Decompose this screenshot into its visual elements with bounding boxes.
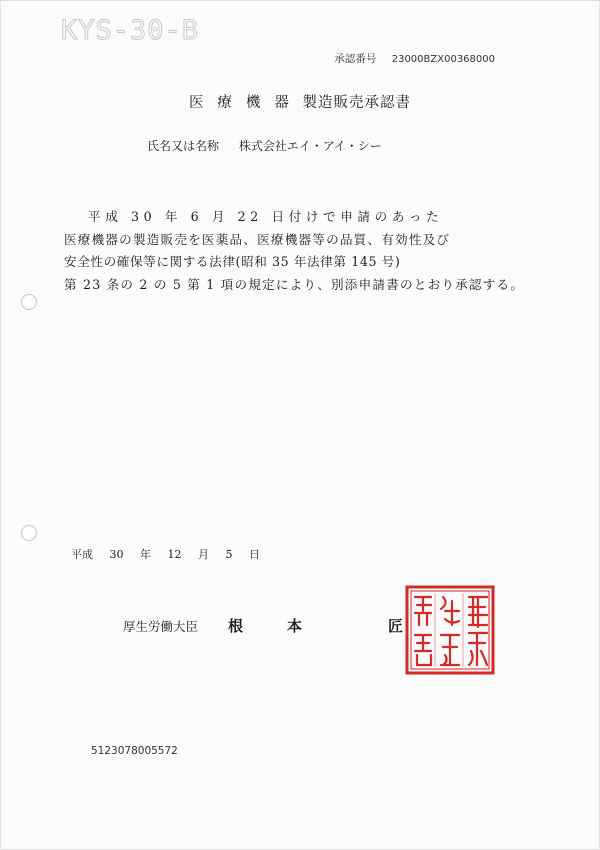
issue-date-era: 平成 xyxy=(71,548,93,561)
issue-date-day: 5 xyxy=(225,548,233,561)
issue-date-day-unit: 日 xyxy=(249,548,260,561)
approval-number xyxy=(334,51,495,66)
title-approval: 製造販売承認書 xyxy=(302,95,412,111)
body-line-3: 安全性の確保等に関する法律(昭和 35 年法律第 145 号) xyxy=(64,254,401,269)
body-line-4: 第 23 条の 2 の 5 第 1 項の規定により、別添申請書のとおり承認する。 xyxy=(64,276,525,292)
approval-number-label: 承認番号 xyxy=(334,53,377,65)
perforated-stamp-code: KYS-30-B xyxy=(61,15,200,46)
official-seal-icon xyxy=(405,585,495,675)
body-line-1: 平成 30 年 6 月 22 日付けで申請のあった xyxy=(88,209,444,224)
issue-date xyxy=(71,546,270,562)
approval-body-text xyxy=(64,206,524,296)
serial-number: 5123078005572 xyxy=(91,745,178,757)
issue-date-year-unit: 年 xyxy=(140,548,151,561)
minister-name-given: 匠 xyxy=(388,617,404,635)
minister-signature-line xyxy=(123,615,403,636)
title-device-type: 医療機器 xyxy=(188,95,303,111)
minister-name: 根本 xyxy=(228,617,347,635)
approval-number-value: 23000BZX00368000 xyxy=(391,54,495,65)
issue-date-year: 30 xyxy=(109,548,124,561)
issue-date-month: 12 xyxy=(167,548,182,561)
applicant-name: 株式会社エイ・アイ・シー xyxy=(238,139,382,153)
body-line-2: 医療機器の製造販売を医薬品、医療機器等の品質、有効性及び xyxy=(64,231,451,247)
applicant-line xyxy=(147,137,382,154)
punch-hole-top xyxy=(21,294,37,310)
issue-date-month-unit: 月 xyxy=(198,548,209,561)
document-title xyxy=(1,91,599,112)
punch-hole-bottom xyxy=(21,525,37,541)
minister-title: 厚生労働大臣 xyxy=(123,619,199,634)
applicant-label: 氏名又は名称 xyxy=(147,139,220,153)
